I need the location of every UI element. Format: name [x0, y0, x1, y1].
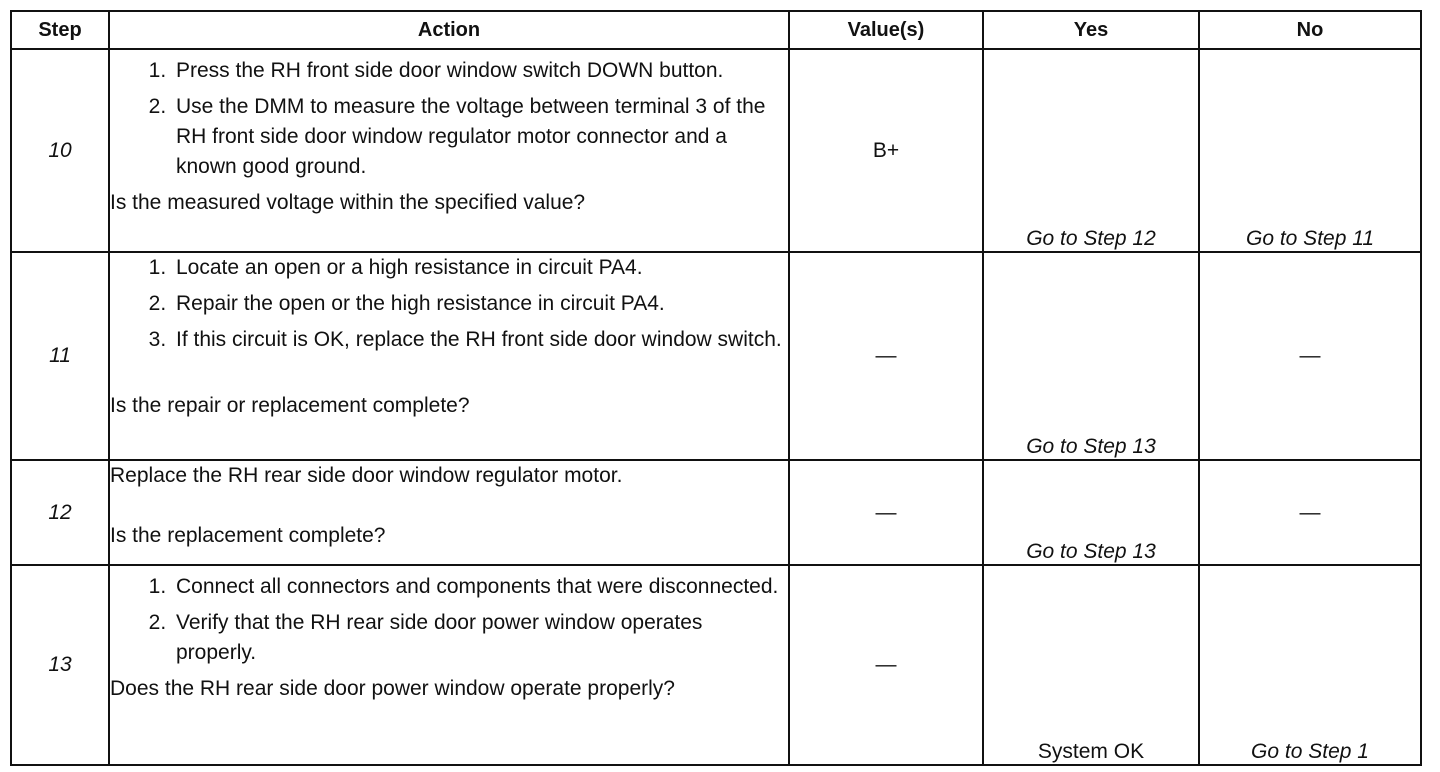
- value-cell: —: [789, 460, 983, 565]
- no-result: —: [1199, 460, 1421, 565]
- value-cell: —: [789, 252, 983, 460]
- header-row: [11, 11, 1421, 49]
- action-step: 2. Repair the open or the high resistance in circuit PA4.: [172, 289, 788, 319]
- action-step: 2. Verify that the RH rear side door power window operates properly.: [172, 608, 788, 668]
- no-result: —: [1199, 252, 1421, 460]
- yes-result: System OK: [983, 565, 1199, 765]
- value-cell: —: [789, 565, 983, 765]
- value-cell: B+: [789, 49, 983, 252]
- table-row: [11, 460, 1421, 565]
- action-step: 1. Connect all connectors and components that were disconnected.: [172, 572, 788, 602]
- action-step: 1. Press the RH front side door window switch DOWN button.: [172, 56, 788, 86]
- header-yes: Yes: [983, 11, 1199, 49]
- table-row: [11, 252, 1421, 460]
- action-cell: [109, 565, 789, 765]
- header-values: Value(s): [789, 11, 983, 49]
- step-number: 13: [11, 565, 109, 765]
- step-number: 11: [11, 252, 109, 460]
- question-text: Does the RH rear side door power window operate properly?: [110, 677, 675, 700]
- action-steps: [110, 56, 788, 182]
- action-steps: [110, 572, 788, 668]
- diagnostic-table: [10, 10, 1422, 766]
- step-number: 12: [11, 460, 109, 565]
- question-text: Is the replacement complete?: [110, 524, 386, 547]
- no-result: Go to Step 1: [1199, 565, 1421, 765]
- action-step: 2. Use the DMM to measure the voltage between terminal 3 of the RH front side door window regulator motor connector and a known good ground.: [172, 92, 788, 182]
- header-no: No: [1199, 11, 1421, 49]
- yes-result: Go to Step 12: [983, 49, 1199, 252]
- action-step: 1. Locate an open or a high resistance in circuit PA4.: [172, 253, 788, 283]
- header-action: Action: [109, 11, 789, 49]
- step-number: 10: [11, 49, 109, 252]
- question-text: Is the measured voltage within the specified value?: [110, 191, 586, 214]
- header-step: Step: [11, 11, 109, 49]
- table-row: [11, 565, 1421, 765]
- table-row: [11, 49, 1421, 252]
- yes-result: Go to Step 13: [983, 460, 1199, 565]
- yes-result: Go to Step 13: [983, 252, 1199, 460]
- action-cell: [109, 460, 789, 565]
- action-cell: [109, 252, 789, 460]
- action-cell: [109, 49, 789, 252]
- action-steps: [110, 253, 788, 355]
- no-result: Go to Step 11: [1199, 49, 1421, 252]
- action-text: Replace the RH rear side door window regulator motor.: [110, 464, 623, 487]
- question-text: Is the repair or replacement complete?: [110, 394, 470, 417]
- action-step: 3. If this circuit is OK, replace the RH front side door window switch.: [172, 325, 788, 355]
